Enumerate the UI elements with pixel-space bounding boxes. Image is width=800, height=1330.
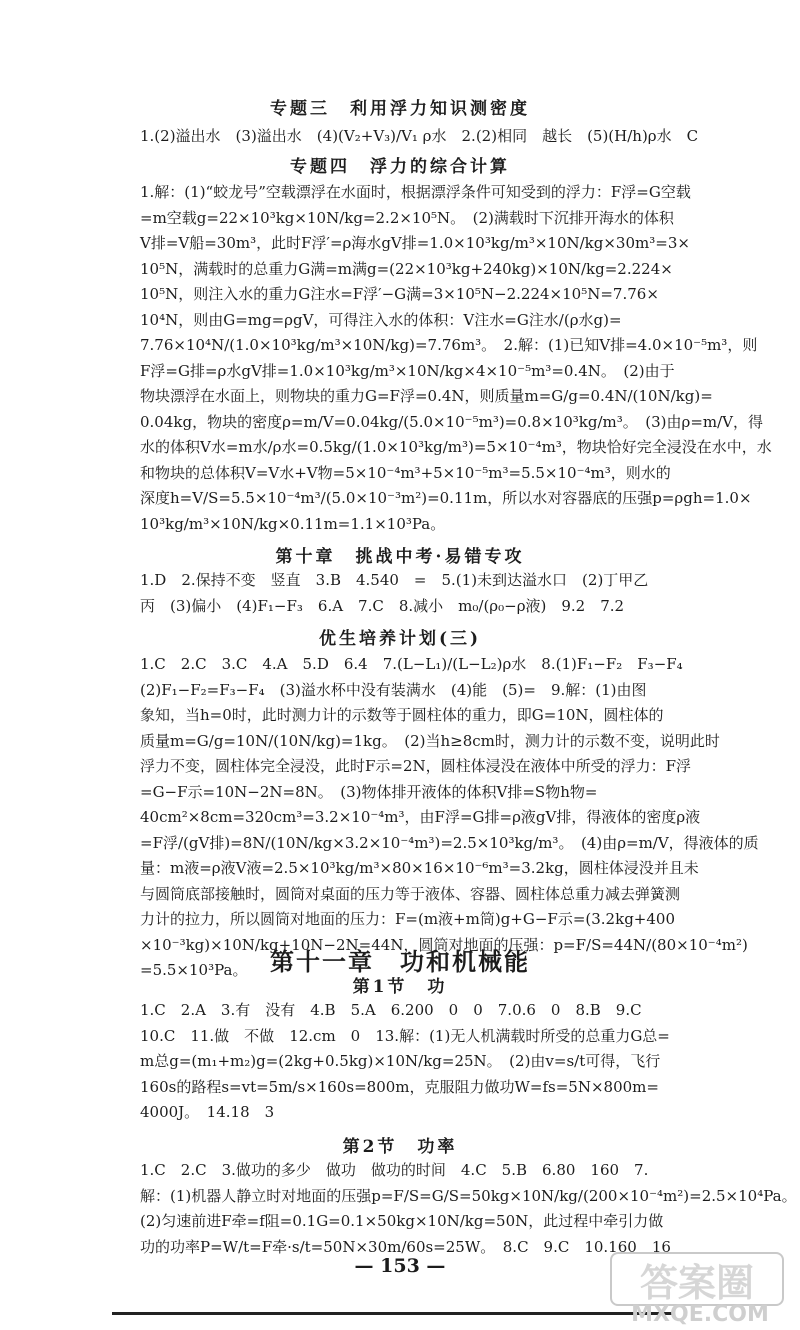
text-line: 1.D 2.保持不变 竖直 3.B 4.540 = 5.(1)未到达溢水口 (2)丁甲乙 [140,571,649,589]
text-line: 10⁵N，满载时的总重力G满=m满g=(22×10³kg+240kg)×10N/kg=2.224× [140,259,673,278]
text-line: 10.C 11.做 不做 12.cm 0 13.解：(1)无人机满载时所受的总重力G总= [140,1026,670,1045]
text-line: =F浮/(gV排)=8N/(10N/kg×3.2×10⁻⁴m³)=2.5×10³kg/m³。 (4)由ρ=m/V，得液体的质 [140,833,759,852]
section-title-topic3: 专题三 利用浮力知识测密度 [270,99,530,119]
text-line: 深度h=V/S=5.5×10⁻⁴m³/(5.0×10⁻³m²)=0.11m，所以水对容器底的压强p=ρgh=1.0× [140,489,752,507]
watermark-site: MXQE.COM [631,1302,769,1327]
text-line: 解：(1)机器人静立时对地面的压强p=F/S=G/S=50kg×10N/kg/(200×10⁻⁴m²)=2.5×10⁴Pa。 [140,1186,797,1205]
text-line: =G−F示=10N−2N=8N。 (3)物体排开液体的体积V排=S物h物= [140,782,598,801]
text-line: 1.解：(1)“蛟龙号”空载漂浮在水面时，根据漂浮条件可知受到的浮力：F浮=G空载 [140,183,691,201]
text-line: 量：m液=ρ液V液=2.5×10³kg/m³×80×16×10⁻⁶m³=3.2kg，圆柱体浸没并且未 [140,859,699,877]
lesson1-body [140,998,670,1126]
text-line: m总g=(m₁+m₂)g=(2kg+0.5kg)×10N/kg=25N。 (2)由v=s/t可得，飞行 [140,1052,661,1070]
topic3-body [140,124,699,150]
text-line: 1.(2)溢出水 (3)溢出水 (4)(V₂+V₃)/V₁ ρ水 2.(2)相同 越长 (5)(H/h)ρ水 C [140,127,699,145]
text-line: 7.76×10⁴N/(1.0×10³kg/m³×10N/kg)=7.76m³。 2.解：(1)已知V排=4.0×10⁻⁵m³，则 [140,336,758,354]
chapter10-review-body [140,568,660,619]
text-line: F浮=G排=ρ水gV排=1.0×10³kg/m³×10N/kg×4×10⁻⁵m³=0.4N。 (2)由于 [140,361,675,380]
footer-rule [112,1312,672,1315]
text-line: 160s的路程s=vt=5m/s×160s=800m，克服阻力做功W=fs=5N×800m= [140,1077,659,1096]
text-line: 质量m=G/g=10N/(10N/kg)=1kg。 (2)当h≥8cm时，测力计的示数不变，说明此时 [140,731,720,750]
topic4-body [140,180,772,537]
text-line: 浮力不变，圆柱体完全浸没，此时F示=2N，圆柱体浸没在液体中所受的浮力：F浮 [140,757,692,775]
section-title-chapter10-review: 第十章 挑战中考·易错专攻 [275,547,525,567]
text-line: 物块漂浮在水面上，则物块的重力G=F浮=0.4N，则质量m=G/g=0.4N/(10N/kg)= [140,387,713,405]
text-line: =m空载g=22×10³kg×10N/kg=2.2×10⁵N。 (2)满载时下沉排开海水的体积 [140,208,674,227]
text-line: 0.04kg，物块的密度ρ=m/V=0.04kg/(5.0×10⁻⁵m³)=0.8×10³kg/m³。 (3)由ρ=m/V，得 [140,412,763,431]
text-line: 10³kg/m³×10N/kg×0.11m=1.1×10³Pa。 [140,514,446,533]
text-line: (2)F₁−F₂=F₃−F₄ (3)溢水杯中没有装满水 (4)能 (5)= 9.解：(1)由图 [140,680,647,699]
text-line: 与圆筒底部接触时，圆筒对桌面的压力等于液体、容器、圆柱体总重力减去弹簧测 [140,884,681,903]
text-line: 1.C 2.C 3.C 4.A 5.D 6.4 7.(L−L₁)/(L−L₂)ρ水 8.(1)F₁−F₂ F₃−F₄ [140,655,683,673]
section-title-excellence-plan: 优生培养计划(三) [318,629,482,649]
text-line: 力计的拉力，所以圆筒对地面的压力：F=(m液+m筒)g+G−F示=(3.2kg+400 [140,910,675,928]
text-line: 4000J。 14.18 3 [140,1103,275,1121]
text-line: (2)匀速前进F牵=f阻=0.1G=0.1×50kg×10N/kg=50N，此过程中牵引力做 [140,1212,664,1230]
text-line: =5.5×10³Pa。 [140,961,248,979]
section-title-lesson1: 第1节 功 [352,977,448,997]
text-line: V排=V船=30m³，此时F浮′=ρ海水gV排=1.0×10³kg/m³×10N/kg×30m³=3× [140,234,690,252]
text-line: 和物块的总体积V=V水+V物=5×10⁻⁴m³+5×10⁻⁵m³=5.5×10⁻⁴m³，则水的 [140,463,671,482]
page-number: — 153 — [354,1255,446,1277]
watermark-logo: 答案圈 [610,1252,784,1306]
section-title-topic4: 专题四 浮力的综合计算 [290,157,510,177]
text-line: 象知，当h=0时，此时测力计的示数等于圆柱体的重力，即G=10N，圆柱体的 [140,706,664,724]
text-line: ×10⁻³kg)×10N/kg+10N−2N=44N，圆筒对地面的压强：p=F/S=44N/(80×10⁻⁴m²) [140,935,748,954]
text-line: 丙 (3)偏小 (4)F₁−F₃ 6.A 7.C 8.减小 m₀/(ρ₀−ρ液) 9.2 7.2 [140,596,625,615]
text-line: 水的体积V水=m水/ρ水=0.5kg/(1.0×10³kg/m³)=5×10⁻⁴m³，物块恰好完全浸没在水中，水 [140,438,772,456]
text-line: 1.C 2.A 3.有 没有 4.B 5.A 6.200 0 0 7.0.6 0 8.B 9.C [140,1001,642,1019]
text-line: 10⁵N，则注入水的重力G注水=F浮′−G满=3×10⁵N−2.224×10⁵N=7.76× [140,285,659,303]
text-line: 40cm²×8cm=320cm³=3.2×10⁻⁴m³，由F浮=G排=ρ液gV排，得液体的密度ρ液 [140,808,701,826]
chapter11-title: 第十一章 功和机械能 [270,948,530,976]
section-title-lesson2: 第2节 功率 [342,1137,458,1157]
text-line: 10⁴N，则由G=mg=ρgV，可得注入水的体积：V注水=G注水/(ρ水g)= [140,310,622,329]
lesson2-body [140,1158,797,1260]
excellence-plan-body [140,652,759,984]
text-line: 1.C 2.C 3.做功的多少 做功 做功的时间 4.C 5.B 6.80 160 7. [140,1161,649,1179]
text-line: 功的功率P=W/t=F牵·s/t=50N×30m/60s=25W。 8.C 9.C 10.160 16 [140,1237,671,1256]
